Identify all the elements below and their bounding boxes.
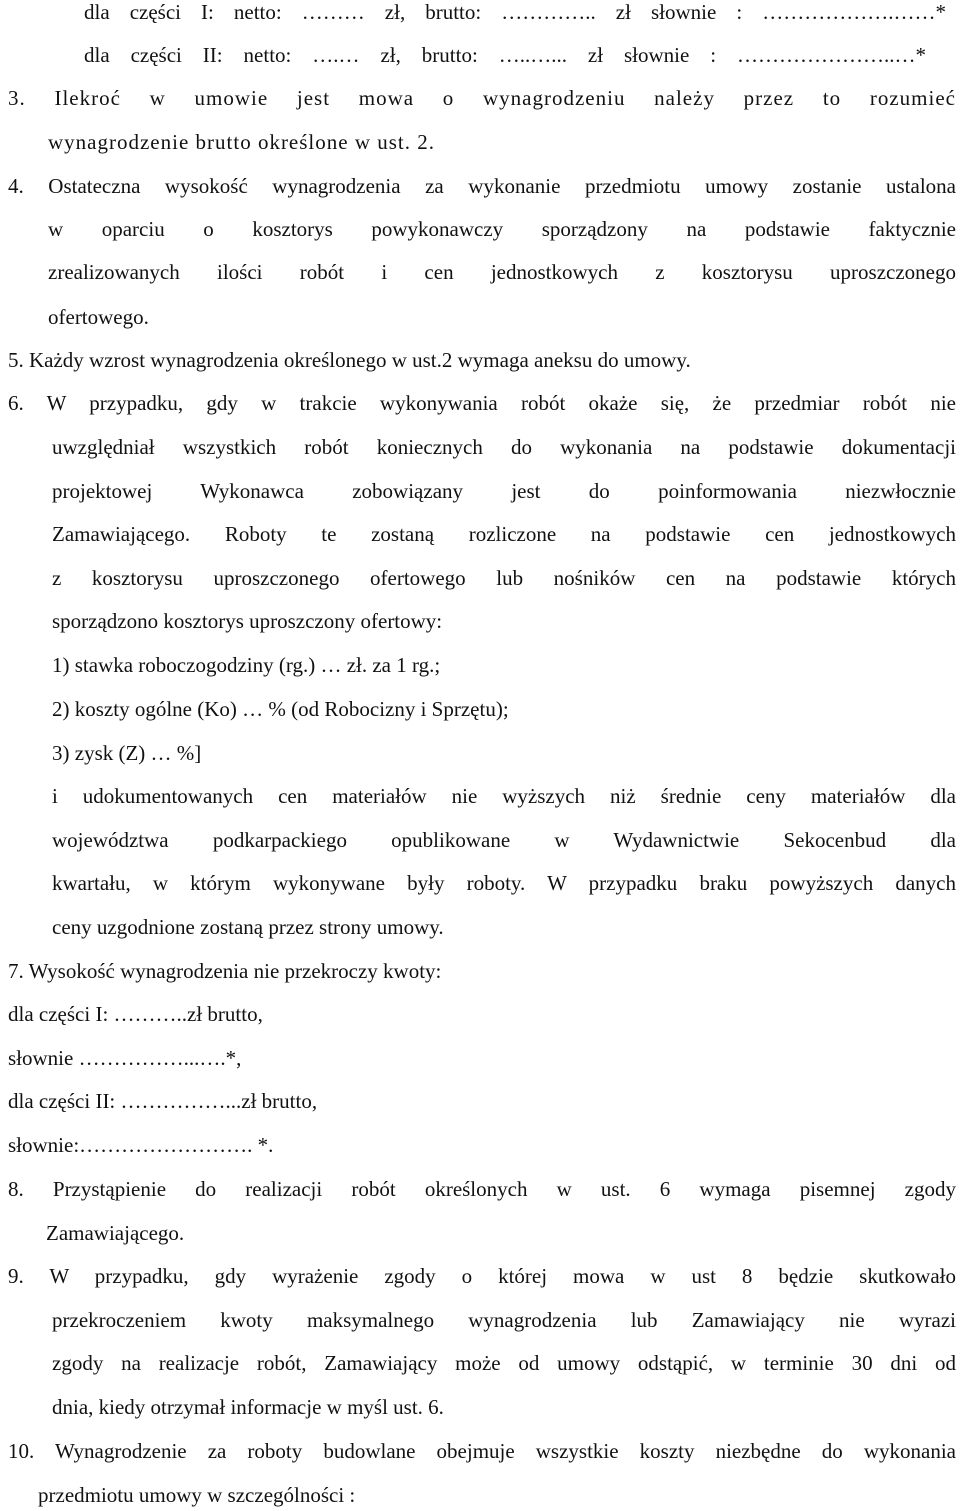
text-line: słownie:……………………. *.	[8, 1133, 274, 1157]
text-line: dla części I: ………..zł brutto,	[8, 1002, 263, 1026]
text-line: zrealizowanych ilości robót i cen jednostkowych z kosztorysu uproszczonego	[48, 260, 956, 284]
text-line: 6. W przypadku, gdy w trakcie wykonywania robót okaże się, że przedmiar robót nie	[8, 391, 956, 415]
text-line: 1) stawka roboczogodziny (rg.) … zł. za 1 rg.;	[52, 653, 441, 677]
text-line: dla części II: ……………...zł brutto,	[8, 1089, 318, 1113]
text-line: Zamawiającego.	[46, 1221, 185, 1245]
text-line: uwzględniał wszystkich robót koniecznych do wykonania na podstawie dokumentacji	[52, 435, 956, 459]
text-line: 5. Każdy wzrost wynagrodzenia określonego w ust.2 wymaga aneksu do umowy.	[8, 348, 691, 372]
text-line: słownie ……………...….*,	[8, 1046, 242, 1070]
text-line: projektowej Wykonawca zobowiązany jest do poinformowania niezwłocznie	[52, 479, 956, 503]
text-line: ceny uzgodnione zostaną przez strony umowy.	[52, 915, 444, 939]
text-line: 3. Ilekroć w umowie jest mowa o wynagrodzeniu należy przez to rozumieć	[8, 86, 956, 110]
text-line: sporządzono kosztorys uproszczony ofertowy:	[52, 609, 443, 633]
text-line: wynagrodzenie brutto określone w ust. 2.	[48, 130, 436, 154]
text-line: 9. W przypadku, gdy wyrażenie zgody o której mowa w ust 8 będzie skutkowało	[8, 1264, 956, 1288]
text-line: przekroczeniem kwoty maksymalnego wynagrodzenia lub Zamawiający nie wyrazi	[52, 1308, 956, 1332]
text-line: województwa podkarpackiego opublikowane w Wydawnictwie Sekocenbud dla	[52, 828, 956, 852]
text-line: ofertowego.	[48, 305, 149, 329]
text-line: przedmiotu umowy w szczególności :	[38, 1483, 356, 1507]
text-line: 3) zysk (Z) … %]	[52, 741, 202, 765]
text-line: zgody na realizacje robót, Zamawiający może od umowy odstąpić, w terminie 30 dni od	[52, 1351, 956, 1375]
text-line: 7. Wysokość wynagrodzenia nie przekroczy kwoty:	[8, 959, 442, 983]
text-line: w oparciu o kosztorys powykonawczy sporządzony na podstawie faktycznie	[48, 217, 956, 241]
text-line: dla części II: netto: ….… zł, brutto: …..…... zł słownie : …………………..…*	[84, 43, 926, 67]
text-line: Zamawiającego. Roboty te zostaną rozliczone na podstawie cen jednostkowych	[52, 522, 956, 546]
text-line: 10. Wynagrodzenie za roboty budowlane obejmuje wszystkie koszty niezbędne do wykonania	[8, 1439, 956, 1463]
text-line: dnia, kiedy otrzymał informacje w myśl ust. 6.	[52, 1395, 444, 1419]
text-line: 8. Przystąpienie do realizacji robót określonych w ust. 6 wymaga pisemnej zgody	[8, 1177, 956, 1201]
text-line: kwartału, w którym wykonywane były roboty. W przypadku braku powyższych danych	[52, 871, 956, 895]
text-line: 2) koszty ogólne (Ko) … % (od Robocizny i Sprzętu);	[52, 697, 509, 721]
text-line: i udokumentowanych cen materiałów nie wyższych niż średnie ceny materiałów dla	[52, 784, 956, 808]
text-line: dla części I: netto: ……… zł, brutto: ………….. zł słownie : ……………….……*	[84, 0, 946, 24]
text-line: z kosztorysu uproszczonego ofertowego lub nośników cen na podstawie których	[52, 566, 956, 590]
text-line: 4. Ostateczna wysokość wynagrodzenia za wykonanie przedmiotu umowy zostanie ustalona	[8, 174, 956, 198]
